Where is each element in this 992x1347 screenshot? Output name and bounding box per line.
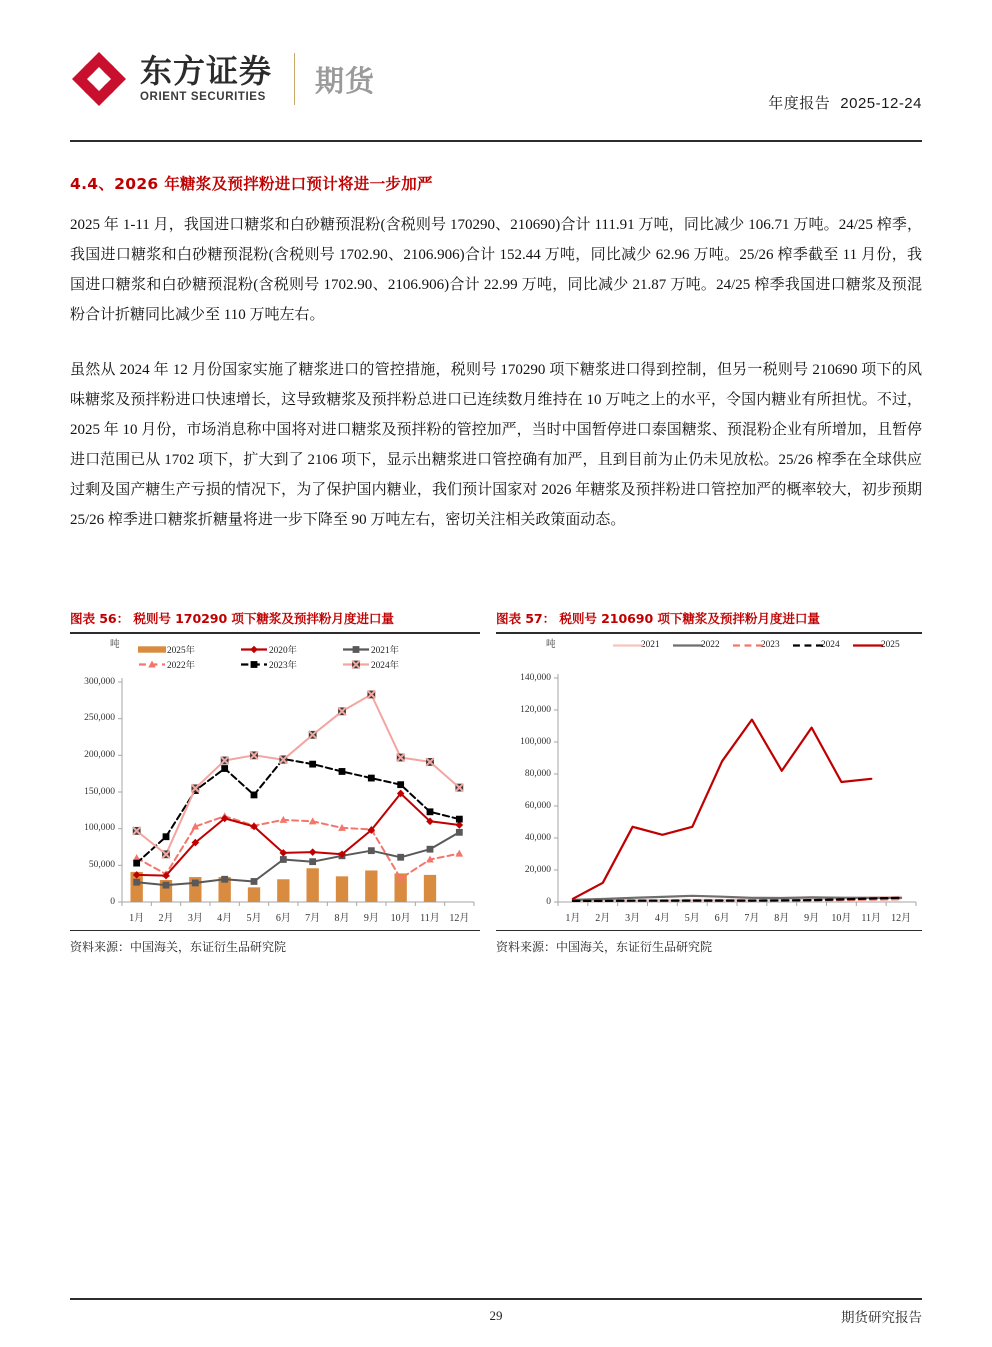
series-2025 [573, 719, 871, 898]
图表56-xtick: 6月 [275, 912, 291, 924]
legend-label: 2021 [641, 639, 660, 650]
legend-swatch-icon [342, 644, 368, 654]
图表57-svg [496, 640, 922, 930]
图表57-xtick: 10月 [831, 912, 852, 924]
图表57-ytick: 40,000 [524, 832, 551, 843]
图表56-unit-label: 吨 [110, 639, 120, 650]
图表56-xtick: 4月 [217, 912, 233, 924]
legend-swatch-icon [240, 659, 266, 669]
figure-56-legend-item [240, 657, 297, 671]
figure-56-plot-area [70, 640, 480, 930]
page-header [70, 46, 922, 142]
logo-english-name: ORIENT SECURITIES [140, 90, 266, 103]
footer-divider [70, 1298, 922, 1300]
图表56-ytick: 200,000 [84, 749, 115, 760]
figure-57-title: 图表 57： 税则号 210690 项下糖浆及预拌粉月度进口量 [496, 611, 820, 626]
figure-56-legend-item [138, 642, 195, 656]
logo-subbrand: 期货 [315, 63, 376, 98]
图表57-xtick: 1月 [565, 912, 581, 924]
图表56-xtick: 7月 [305, 912, 321, 924]
图表56-xtick: 12月 [449, 912, 470, 924]
legend-swatch-icon [138, 659, 164, 669]
legend-label: 2024 [821, 639, 840, 650]
body-paragraph-2: 虽然从 2024 年 12 月份国家实施了糖浆进口的管控措施，税则号 170290 项下糖浆进口得到控制，但另一税则号 210690 项下的风味糖浆及预拌粉进口快速增长，这导致糖浆及预拌粉总进口已连续数月维持在 10 万吨之上的水平，令国内糖业有所担忧。不过，2025 年 10 月份，市场消息称中国将对进口糖浆及预拌粉的管控加严，当时中国暂停进口泰国糖浆、预混粉企业有所增加，且暂停进口范围已从 1702 项下，扩大到了 2106 项下，显示出糖浆进口管控确有加严，且到目前为止仍未见放松。25/26 榨季在全球供应过剩及国产糖生产亏损的情况下，为了保护国内糖业，我们预计国家对 2026 年糖浆及预拌粉进口管控加严的概率较大，初步预期 25/26 榨季进口糖浆折糖量将进一步下降至 90 万吨左右，密切关注相关政策面动态。 [70, 362, 922, 528]
图表56-ytick: 150,000 [84, 786, 115, 797]
图表56-xtick: 3月 [187, 912, 203, 924]
图表56-xtick: 5月 [246, 912, 262, 924]
legend-swatch-icon [672, 640, 698, 650]
series-2021年 [133, 829, 462, 889]
图表56-xtick: 2月 [158, 912, 174, 924]
图表56-xtick: 1月 [129, 912, 145, 924]
legend-swatch-icon [732, 640, 758, 650]
figure-56-legend-item [138, 657, 195, 671]
figure-57-source: 资料来源：中国海关，东证衍生品研究院 [496, 939, 713, 954]
legend-swatch-icon [240, 644, 266, 654]
图表57-unit-label: 吨 [546, 639, 556, 650]
figure-56-title: 图表 56： 税则号 170290 项下糖浆及预拌粉月度进口量 [70, 611, 394, 626]
figure-57-legend-item [732, 640, 780, 650]
legend-swatch-icon [852, 640, 878, 650]
figure-57-legend-item [852, 640, 900, 650]
图表57-ytick: 60,000 [524, 800, 551, 811]
legend-label: 2024年 [371, 660, 399, 671]
legend-label: 2020年 [269, 645, 297, 656]
figure-57-title-rule [496, 632, 922, 634]
图表57-xtick: 12月 [891, 912, 912, 924]
figure-57-plot-area [496, 640, 922, 930]
figure-56-source: 资料来源：中国海关，东证衍生品研究院 [70, 939, 287, 954]
legend-label: 2025 [881, 639, 900, 650]
图表57-xtick: 8月 [774, 912, 790, 924]
orient-securities-logo-icon [70, 50, 128, 108]
图表57-xtick: 2月 [595, 912, 611, 924]
series-2023年 [133, 755, 462, 866]
figure-56-legend-item [342, 657, 399, 671]
body-paragraph-1: 2025 年 1-11 月，我国进口糖浆和白砂糖预混粉(含税则号 170290、210690)合计 111.91 万吨，同比减少 106.71 万吨。24/25 榨季，我国进口糖浆和白砂糖预混粉(含税则号 1702.90、2106.906)合计 152.44 万吨，同比减少 62.96 万吨。25/26 榨季截至 11 月份，我国进口糖浆和白砂糖预混粉(含税则号 1702.90、2106.906)合计 22.99 万吨，同比减少 21.87 万吨。24/25 榨季我国进口糖浆及预混粉合计折糖同比减少至 110 万吨左右。 [70, 217, 922, 323]
图表56-ytick: 50,000 [88, 859, 115, 870]
图表57-xtick: 6月 [714, 912, 730, 924]
图表56-xtick: 8月 [334, 912, 350, 924]
logo-divider [294, 53, 295, 105]
figure-56-legend-item [342, 642, 399, 656]
legend-label: 2022年 [167, 660, 195, 671]
legend-swatch-icon [138, 644, 164, 654]
series-2020年 [133, 789, 463, 879]
logo-chinese-name: 东方证券 [140, 52, 273, 91]
legend-label: 2025年 [167, 645, 195, 656]
figure-57-legend-item [612, 640, 660, 650]
图表57-xtick: 11月 [861, 912, 882, 924]
figure-56-legend-item [240, 642, 297, 656]
图表57-ytick: 20,000 [524, 864, 551, 875]
图表56-ytick: 300,000 [84, 676, 115, 687]
legend-swatch-icon [792, 640, 818, 650]
图表56-xtick: 9月 [363, 912, 379, 924]
legend-swatch-icon [612, 640, 638, 650]
footer-page-number: 29 [489, 1308, 503, 1323]
图表57-ytick: 0 [546, 896, 551, 907]
legend-label: 2022 [701, 639, 720, 650]
section-heading: 4.4、2026 年糖浆及预拌粉进口预计将进一步加严 [70, 175, 433, 193]
图表56-ytick: 250,000 [84, 713, 115, 724]
report-type-label: 年度报告 [768, 94, 831, 112]
legend-swatch-icon [342, 659, 368, 669]
图表57-ytick: 80,000 [524, 768, 551, 779]
legend-label: 2023年 [269, 660, 297, 671]
header-divider [70, 140, 922, 142]
图表56-ytick: 100,000 [84, 823, 115, 834]
图表57-ytick: 120,000 [520, 704, 551, 715]
header-report-meta [768, 92, 922, 113]
company-logo [70, 50, 375, 108]
report-date: 2025-12-24 [840, 95, 922, 112]
图表57-xtick: 3月 [625, 912, 641, 924]
legend-label: 2023 [761, 639, 780, 650]
figure-57-legend-item [792, 640, 840, 650]
figure-56 [70, 608, 480, 955]
footer-label: 期货研究报告 [841, 1310, 922, 1326]
series-2022年 [133, 812, 463, 881]
logo-wordmark [140, 52, 273, 103]
图表56-svg [70, 640, 480, 930]
legend-label: 2021年 [371, 645, 399, 656]
figure-57 [496, 608, 922, 955]
figure-57-legend-item [672, 640, 720, 650]
图表56-xtick: 11月 [420, 912, 440, 924]
图表57-xtick: 4月 [654, 912, 670, 924]
图表56-xtick: 10月 [390, 912, 411, 924]
图表57-xtick: 5月 [684, 912, 700, 924]
图表57-xtick: 9月 [804, 912, 820, 924]
图表57-ytick: 140,000 [520, 672, 551, 683]
figure-56-title-rule [70, 632, 480, 634]
series-2024年 [133, 690, 463, 858]
图表57-ytick: 100,000 [520, 736, 551, 747]
图表56-ytick: 0 [110, 896, 115, 907]
图表57-xtick: 7月 [744, 912, 760, 924]
